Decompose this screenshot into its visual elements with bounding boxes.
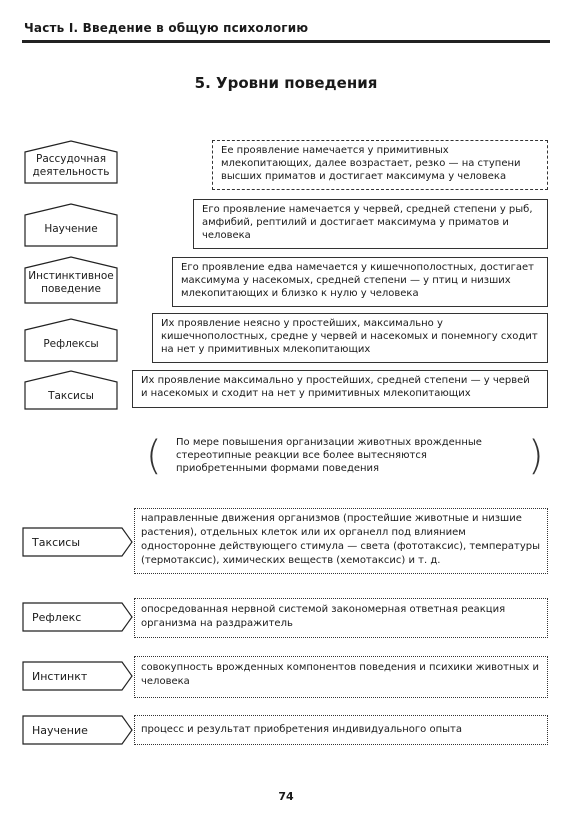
definition-instinct: совокупность врожденных компонентов поведения и психики животных и человека bbox=[134, 656, 548, 698]
definition-taxes: направленные движения организмов (простейшие животные и низшие растения), отдельных клеток или их органелл под влиянием односторонне действующего стимула — света (фототаксис), температуры (термотаксис), химических веществ (хемотаксис) и т. д. bbox=[134, 508, 548, 574]
right-parenthesis: ) bbox=[528, 433, 544, 479]
level-desc-reasoning: Ее проявление намечается у примитивных млекопитающих, далее возрастает, резко — на ступени высших приматов и достигает максимума у человека bbox=[212, 140, 548, 190]
running-header: Часть I. Введение в общую психологию bbox=[22, 17, 550, 43]
page-number: 74 bbox=[278, 790, 294, 803]
level-label-reasoning: Рассудочная деятельность bbox=[24, 140, 118, 184]
level-label-instinct: Инстинктивное поведение bbox=[24, 256, 118, 300]
level-label-reflexes: Рефлексы bbox=[24, 318, 118, 362]
term-tag-learning: Научение bbox=[22, 715, 134, 745]
level-desc-instinct: Его проявление едва намечается у кишечнополостных, достигает максимума у насекомых, средней степени — у птиц и низших млекопитающих и близко к нулю у человека bbox=[172, 257, 548, 307]
definition-learning: процесс и результат приобретения индивидуального опыта bbox=[134, 715, 548, 745]
term-tag-instinct: Инстинкт bbox=[22, 661, 134, 691]
level-label-learning: Научение bbox=[24, 203, 118, 247]
term-tag-taxes: Таксисы bbox=[22, 527, 134, 557]
level-label-taxes: Таксисы bbox=[24, 370, 118, 414]
level-desc-taxes: Их проявление максимально у простейших, средней степени — у червей и насекомых и сходит на нет у примитивных млекопитающих bbox=[132, 370, 548, 408]
level-desc-reflexes: Их проявление неясно у простейших, максимально у кишечнополостных, средне у червей и насекомых и понемногу сходит на нет у примитивных млекопитающих bbox=[152, 313, 548, 363]
left-parenthesis: ( bbox=[146, 433, 162, 479]
section-title: 5. Уровни поведения bbox=[194, 74, 378, 92]
level-desc-learning: Его проявление намечается у червей, средней степени у рыб, амфибий, рептилий и достигает максимума у приматов и человека bbox=[193, 199, 548, 249]
definition-reflex: опосредованная нервной системой закономерная ответная реакция организма на раздражитель bbox=[134, 598, 548, 638]
evolution-note: ( По мере повышения организации животных врожденные стереотипные реакции все более вытесняются приобретенными формами поведения ) bbox=[146, 433, 544, 479]
term-tag-reflex: Рефлекс bbox=[22, 602, 134, 632]
